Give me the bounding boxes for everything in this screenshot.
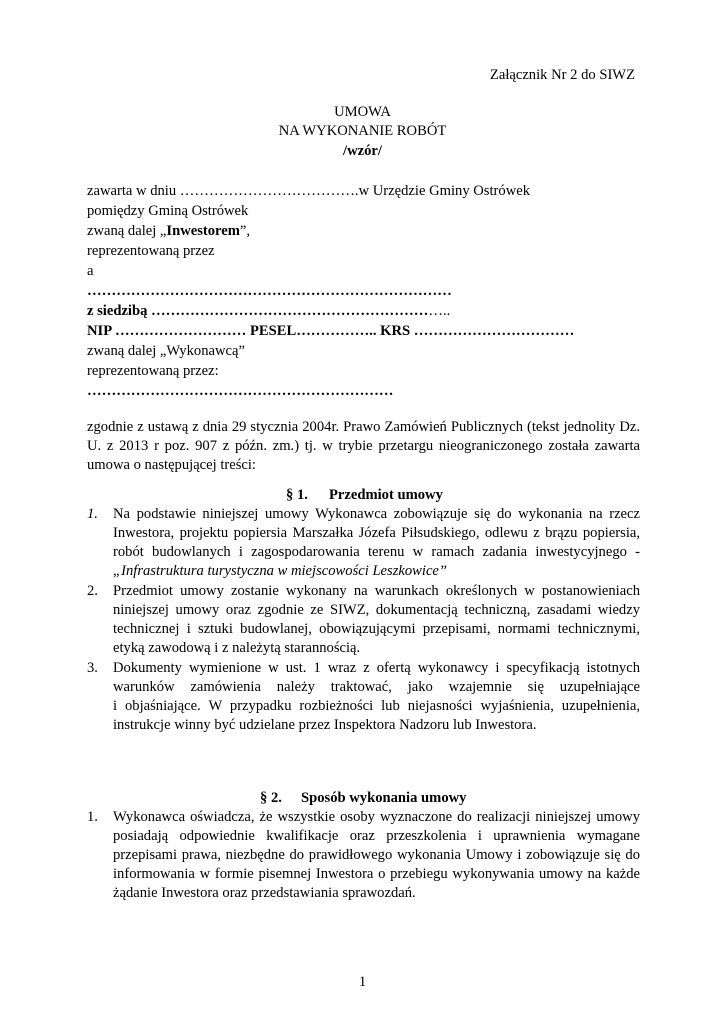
contractor-called-line: zwaną dalej „Wykonawcą” bbox=[87, 343, 245, 359]
s1-item3-line1: Dokumenty wymienione w ust. 1 wraz z ofertą wykonawcy i specyfikacją istotnych bbox=[113, 660, 640, 676]
intro-line-3: umowa o następującej treści: bbox=[87, 457, 256, 473]
s1-item2-number: 2. bbox=[87, 583, 98, 599]
attachment-label: Załącznik Nr 2 do SIWZ bbox=[489, 67, 635, 83]
title-wzor: /wzór/ bbox=[343, 143, 382, 159]
section1-number: § 1. bbox=[286, 487, 308, 503]
between-line: pomiędzy Gminą Ostrówek bbox=[87, 203, 249, 219]
s1-item2-line4: etyką zawodową i z należytą starannością. bbox=[113, 640, 361, 656]
s1-item3-line3: i objaśniające. W przypadku rozbieżności lub niejasności wyjaśnienia, uzupełnienia, bbox=[113, 698, 640, 714]
intro-line-2: U. z 2013 r poz. 907 z późn. zm.) tj. w trybie przetargu nieograniczonego została zawarta bbox=[87, 438, 640, 454]
title-umowa: UMOWA bbox=[334, 104, 391, 120]
s1-item1-line2: Inwestora, projektu popiersia Marszałka Józefa Piłsudskiego, odlewu z brązu popiersia, bbox=[113, 525, 640, 541]
section2-number: § 2. bbox=[260, 790, 282, 806]
s1-item1-number: 1. bbox=[87, 506, 98, 522]
contract-place-text: w Urzędzie Gminy Ostrówek bbox=[358, 183, 531, 199]
seat-label: z siedzibą ………………………………………………… bbox=[87, 303, 429, 319]
s1-item1-line4: „Infrastruktura turystyczna w miejscowości Leszkowice” bbox=[113, 563, 448, 579]
investor-name: Inwestorem bbox=[166, 223, 240, 239]
s1-item2-line1: Przedmiot umowy zostanie wykonany na warunkach określonych w postanowieniach bbox=[113, 583, 640, 599]
s1-item3-number: 3. bbox=[87, 660, 98, 676]
s1-item1-line3: robót budowlanych i zagospodarowania terenu w ramach zadania inwestycyjnego - bbox=[113, 544, 640, 560]
contract-date-text: zawarta w dniu ………………………………. bbox=[87, 183, 359, 199]
s1-item2-line3: technicznej i sztuki budowlanej, obowiązującymi przepisami, normami technicznymi, bbox=[113, 621, 640, 637]
s2-item1-line5: żądanie Inwestora oraz przedstawiania sprawozdań. bbox=[113, 885, 416, 901]
title-na-wykonanie: NA WYKONANIE ROBÓT bbox=[278, 123, 447, 139]
s2-item1-number: 1. bbox=[87, 809, 98, 825]
investor-called-prefix: zwaną dalej „ bbox=[87, 223, 167, 239]
s2-item1-line1: Wykonawca oświadcza, że wszystkie osoby wyznaczone do realizacji niniejszej umowy bbox=[113, 809, 640, 825]
s1-item1-line1: Na podstawie niniejszej umowy Wykonawca zobowiązuje się do wykonania na rzecz bbox=[113, 506, 640, 522]
seat-line bbox=[87, 302, 450, 320]
s1-item3-line2: warunków zamówienia należy traktować, jako wzajemnie się uzupełniające bbox=[113, 679, 640, 695]
s1-item2-line2: niniejszej umowy oraz zgodnie ze SIWZ, dokumentacją techniczną, zasadami wiedzy bbox=[113, 602, 640, 618]
contract-date-line bbox=[87, 182, 530, 200]
s2-item1-line3: przepisami prawa, niezbędne do prawidłowego wykonania Umowy i zobowiązuje się do bbox=[113, 847, 640, 863]
s2-item1-line2: posiadają odpowiednie kwalifikacje oraz przeszkolenia i uprawnienia wymagane bbox=[113, 828, 640, 844]
and-line: a bbox=[87, 263, 94, 279]
section2-title: Sposób wykonania umowy bbox=[301, 790, 467, 806]
s2-item1-line4: informowania w formie pisemnej Inwestora o przebiegu wykonywania umowy na każde bbox=[113, 866, 640, 882]
contractor-name-blank: ………………………………………………………………… bbox=[87, 283, 452, 299]
investor-called-suffix: ”, bbox=[239, 223, 251, 239]
s1-item3-line4: instrukcje winny być udzielane przez Inspektora Nadzoru lub Inwestora. bbox=[113, 717, 537, 733]
intro-line-1: zgodnie z ustawą z dnia 29 stycznia 2004r. Prawo Zamówień Publicznych (tekst jednolity Dz. bbox=[87, 419, 640, 435]
contractor-represented-line: reprezentowaną przez: bbox=[87, 363, 219, 379]
page-number: 1 bbox=[358, 974, 367, 990]
representative-blank: ……………………………………………………… bbox=[87, 383, 394, 399]
seat-blank-tail: ….. bbox=[428, 303, 451, 319]
nip-pesel-krs-line: NIP ……………………… PESEL…………….. KRS …………………………… bbox=[87, 323, 575, 339]
section1-title: Przedmiot umowy bbox=[329, 487, 443, 503]
investor-called-line bbox=[87, 222, 250, 240]
represented-by-line: reprezentowaną przez bbox=[87, 243, 215, 259]
